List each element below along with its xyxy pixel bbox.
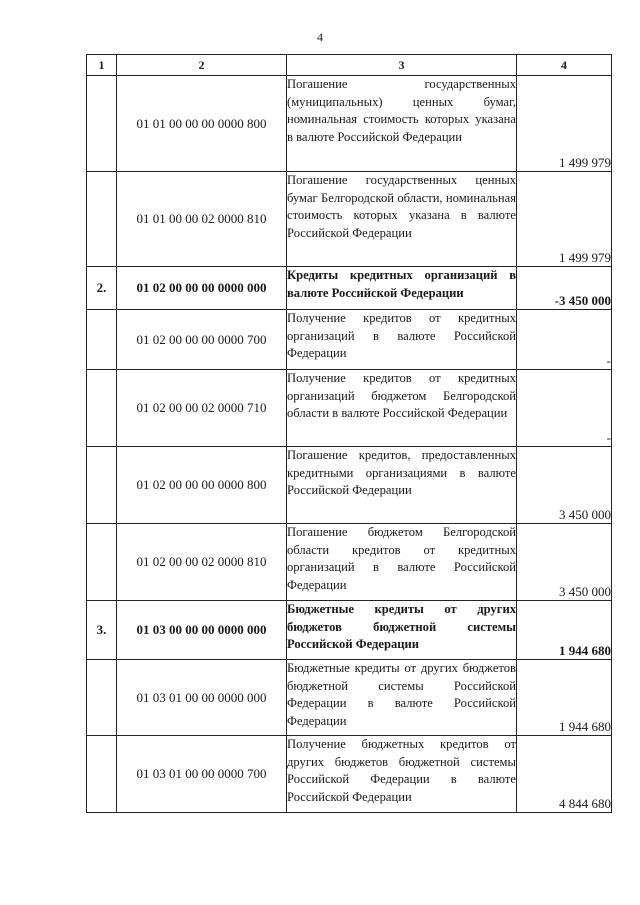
row-name: Бюджетные кредиты от других бюджетов бюджетной системы Российской Федерации — [287, 601, 517, 660]
row-name: Получение бюджетных кредитов от других бюджетов бюджетной системы Российской Федерации в валюте Российской Федерации — [287, 736, 517, 813]
row-number — [87, 447, 117, 524]
row-number: 3. — [87, 601, 117, 660]
header-col-1: 1 — [87, 55, 117, 76]
table-row — [87, 447, 612, 524]
table-row — [87, 267, 612, 310]
row-name: Погашение государственных (муниципальных) ценных бумаг, номинальная стоимость которых указана в валюте Российской Федерации — [287, 76, 517, 172]
row-amount: 3 450 000 — [517, 447, 612, 524]
row-name: Получение кредитов от кредитных организаций в валюте Российской Федерации — [287, 310, 517, 370]
page-number: 4 — [317, 30, 323, 44]
budget-sources-table — [86, 54, 612, 813]
table-row — [87, 660, 612, 736]
table-header-row — [87, 55, 612, 76]
row-amount: 1 499 979 — [517, 172, 612, 267]
row-amount: 1 944 680 — [517, 660, 612, 736]
table-row — [87, 310, 612, 370]
row-amount: -3 450 000 — [517, 267, 612, 310]
table-row — [87, 76, 612, 172]
row-name: Кредиты кредитных организаций в валюте Российской Федерации — [287, 267, 517, 310]
row-code: 01 03 00 00 00 0000 000 — [117, 601, 287, 660]
row-code: 01 03 01 00 00 0000 000 — [117, 660, 287, 736]
row-code: 01 03 01 00 00 0000 700 — [117, 736, 287, 813]
row-code: 01 02 00 00 02 0000 810 — [117, 524, 287, 601]
row-name: Получение кредитов от кредитных организаций бюджетом Белгородской области в валюте Российской Федерации — [287, 370, 517, 447]
row-amount: - — [517, 310, 612, 370]
row-amount: 1 944 680 — [517, 601, 612, 660]
row-number — [87, 370, 117, 447]
row-amount: 1 499 979 — [517, 76, 612, 172]
row-code: 01 02 00 00 02 0000 710 — [117, 370, 287, 447]
header-col-2: 2 — [117, 55, 287, 76]
header-col-4: 4 — [517, 55, 612, 76]
table-row — [87, 736, 612, 813]
row-number — [87, 524, 117, 601]
row-number — [87, 76, 117, 172]
table-row — [87, 601, 612, 660]
header-col-3: 3 — [287, 55, 517, 76]
row-number — [87, 310, 117, 370]
row-amount: 3 450 000 — [517, 524, 612, 601]
row-name: Бюджетные кредиты от других бюджетов бюджетной системы Российской Федерации в валюте Российской Федерации — [287, 660, 517, 736]
table-row — [87, 370, 612, 447]
row-number — [87, 736, 117, 813]
table-row — [87, 524, 612, 601]
row-code: 01 02 00 00 00 0000 800 — [117, 447, 287, 524]
row-code: 01 01 00 00 00 0000 800 — [117, 76, 287, 172]
row-number: 2. — [87, 267, 117, 310]
row-amount: 4 844 680 — [517, 736, 612, 813]
row-number — [87, 660, 117, 736]
row-name: Погашение кредитов, предоставленных кредитными организациями в валюте Российской Федерации — [287, 447, 517, 524]
row-code: 01 02 00 00 00 0000 000 — [117, 267, 287, 310]
row-name: Погашение государственных ценных бумаг Белгородской области, номинальная стоимость которых указана в валюте Российской Федерации — [287, 172, 517, 267]
row-code: 01 02 00 00 00 0000 700 — [117, 310, 287, 370]
row-amount: - — [517, 370, 612, 447]
row-code: 01 01 00 00 02 0000 810 — [117, 172, 287, 267]
row-number — [87, 172, 117, 267]
table-row — [87, 172, 612, 267]
row-name: Погашение бюджетом Белгородской области кредитов от кредитных организаций в валюте Российской Федерации — [287, 524, 517, 601]
